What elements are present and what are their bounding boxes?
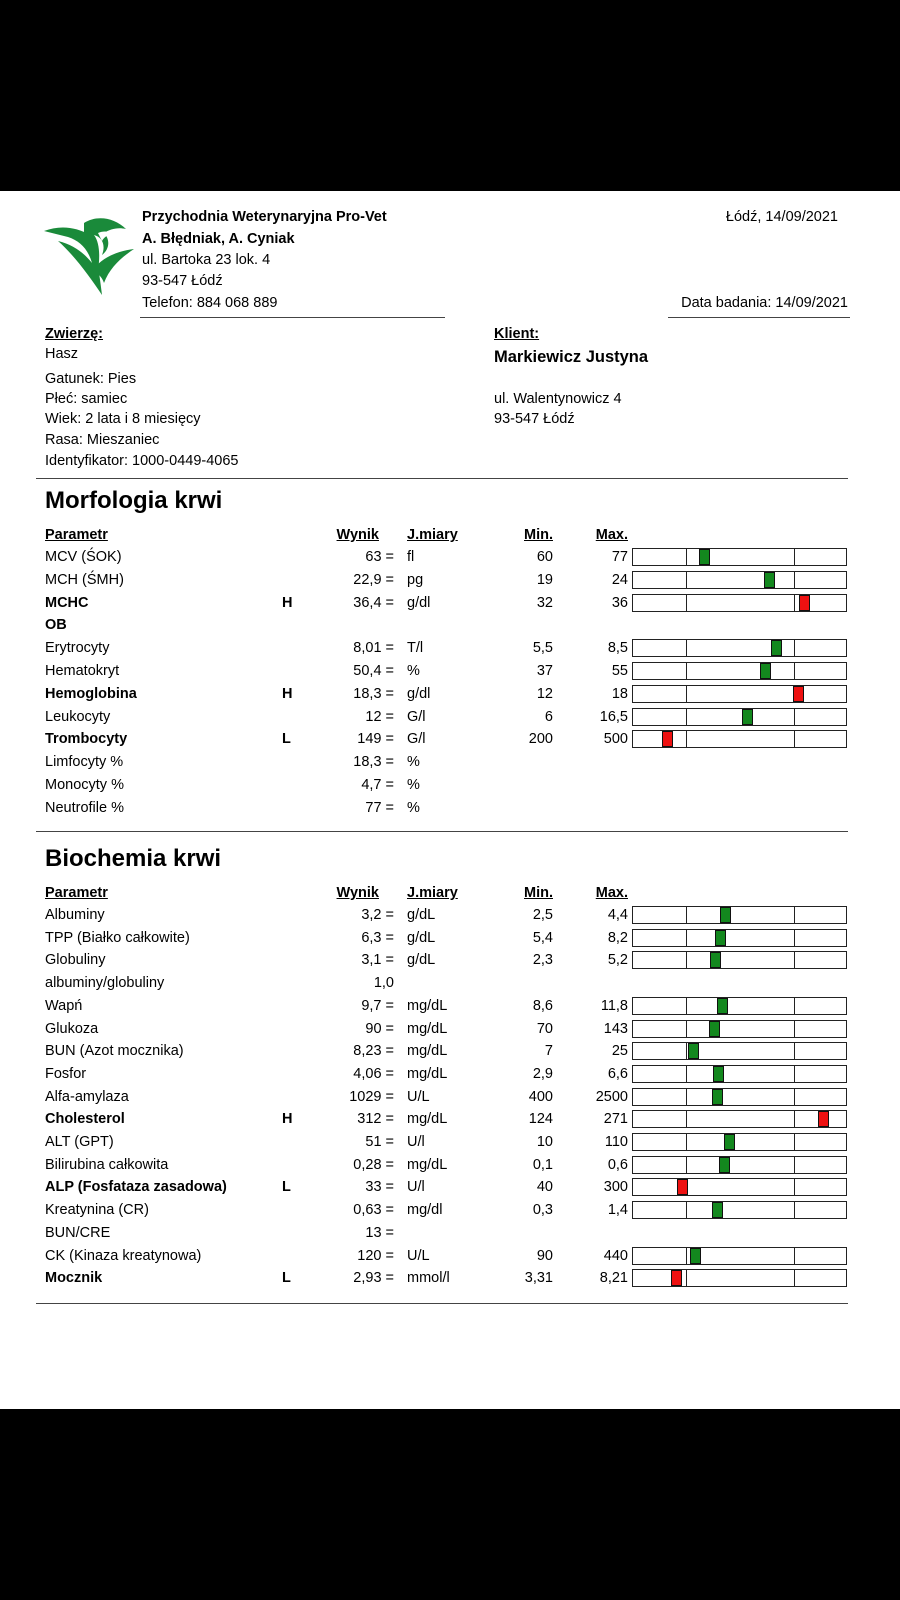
table-row (0, 570, 900, 592)
range-boundary (794, 952, 795, 968)
clinic-name: Przychodnia Weterynaryjna Pro-Vet (142, 209, 387, 225)
param-min: 2,5 (532, 907, 553, 923)
param-unit: fl (407, 549, 415, 565)
param-flag: H (282, 594, 293, 611)
clinic-doctors: A. Błędniak, A. Cyniak (142, 231, 295, 247)
param-flag: L (282, 731, 291, 748)
param-name: MCH (ŚMH) (45, 571, 124, 588)
table-row (0, 905, 900, 927)
range-boundary (794, 1089, 795, 1105)
param-min: 70 (536, 1020, 553, 1037)
range-boundary (794, 1270, 795, 1286)
param-unit: U/L (407, 1088, 430, 1105)
param-min: 5,5 (532, 640, 553, 657)
range-boundary (686, 1111, 687, 1127)
normal-marker (699, 549, 710, 565)
range-boundary (794, 549, 795, 565)
table-row (0, 707, 900, 729)
range-boundary (686, 1157, 687, 1173)
param-name: Glukoza (45, 1020, 99, 1037)
animal-id: Identyfikator: 1000-0449-4065 (45, 453, 239, 469)
param-unit: % (407, 777, 420, 793)
param-unit: mg/dL (407, 1156, 448, 1173)
param-name: Mocznik (45, 1270, 103, 1287)
range-bar (632, 1156, 847, 1174)
param-min: 0,3 (532, 1202, 553, 1219)
range-boundary (686, 709, 687, 725)
normal-marker (720, 907, 731, 923)
param-name: ALP (Fosfataza zasadowa) (45, 1179, 227, 1196)
range-boundary (686, 1270, 687, 1286)
normal-marker (712, 1202, 723, 1218)
table-header (0, 525, 900, 547)
param-result: 50,4 = (353, 663, 394, 679)
param-unit: pg (407, 571, 424, 588)
animal-heading: Zwierzę: (45, 326, 104, 342)
column-header: Max. (595, 885, 628, 901)
param-name: Monocyty % (45, 777, 124, 793)
param-max: 24 (611, 571, 628, 588)
range-bar (632, 639, 847, 657)
param-max: 11,8 (600, 997, 628, 1014)
param-min: 12 (536, 685, 553, 702)
param-result: 33 = (365, 1179, 394, 1196)
param-max: 55 (611, 663, 628, 679)
range-boundary (794, 640, 795, 656)
animal-sex: Płeć: samiec (45, 391, 128, 407)
animal-age: Wiek: 2 lata i 8 miesięcy (45, 411, 201, 427)
param-min: 2,9 (532, 1065, 553, 1082)
range-boundary (794, 572, 795, 588)
range-boundary (794, 1043, 795, 1059)
param-max: 1,4 (607, 1202, 628, 1219)
range-bar (632, 929, 847, 947)
range-boundary (794, 595, 795, 611)
param-result: 3,1 = (361, 952, 394, 969)
normal-marker (710, 952, 721, 968)
param-name: Globuliny (45, 952, 106, 969)
param-unit: mg/dL (407, 997, 448, 1014)
param-min: 10 (536, 1134, 553, 1150)
param-flag: H (282, 1111, 293, 1128)
table-row (0, 973, 900, 995)
range-boundary (686, 572, 687, 588)
param-name: Neutrofile % (45, 799, 124, 816)
param-result: 90 = (365, 1020, 394, 1037)
range-boundary (686, 1202, 687, 1218)
param-name: BUN (Azot mocznika) (45, 1043, 184, 1060)
info-divider (36, 478, 848, 479)
param-flag: L (282, 1270, 291, 1287)
param-unit: G/l (407, 708, 426, 725)
param-unit: g/dl (407, 685, 431, 702)
range-bar (632, 997, 847, 1015)
param-min: 200 (528, 731, 553, 748)
range-bar (632, 730, 847, 748)
table-row (0, 661, 900, 683)
param-unit: g/dL (407, 907, 436, 923)
animal-breed: Rasa: Mieszaniec (45, 432, 160, 448)
range-bar (632, 708, 847, 726)
table-row (0, 752, 900, 774)
param-result: 8,01 = (353, 640, 394, 657)
param-result: 77 = (365, 799, 394, 816)
param-max: 4,4 (607, 907, 628, 923)
range-boundary (794, 998, 795, 1014)
param-name: MCHC (45, 594, 89, 611)
param-max: 143 (603, 1020, 628, 1037)
client-heading: Klient: (494, 326, 540, 342)
param-max: 271 (603, 1111, 628, 1128)
range-boundary (794, 1111, 795, 1127)
param-max: 6,6 (607, 1065, 628, 1082)
table-row (0, 638, 900, 660)
range-bar (632, 594, 847, 612)
abnormal-marker (818, 1111, 829, 1127)
range-boundary (686, 549, 687, 565)
range-boundary (794, 1066, 795, 1082)
range-bar (632, 906, 847, 924)
param-result: 36,4 = (353, 594, 394, 611)
table-row (0, 996, 900, 1018)
param-min: 3,31 (524, 1270, 553, 1287)
param-result: 18,3 = (353, 685, 394, 702)
range-boundary (794, 1202, 795, 1218)
range-bar (632, 1269, 847, 1287)
param-result: 2,93 = (353, 1270, 394, 1287)
param-max: 0,6 (607, 1156, 628, 1173)
param-min: 19 (536, 571, 553, 588)
table-row (0, 729, 900, 751)
normal-marker (742, 709, 753, 725)
param-unit: U/L (407, 1247, 430, 1264)
param-max: 8,5 (607, 640, 628, 657)
table-row (0, 1200, 900, 1222)
table-row (0, 547, 900, 569)
client-city: 93-547 Łódź (494, 411, 575, 427)
param-name: Hematokryt (45, 663, 120, 679)
table-row (0, 1109, 900, 1131)
param-max: 500 (603, 731, 628, 748)
param-name: Cholesterol (45, 1111, 125, 1128)
table-row (0, 1132, 900, 1154)
param-result: 3,2 = (361, 907, 394, 923)
param-result: 22,9 = (353, 571, 394, 588)
param-unit: mg/dL (407, 1111, 448, 1128)
param-name: Hemoglobina (45, 685, 137, 702)
param-unit: mg/dl (407, 1202, 443, 1219)
biochemia-title: Biochemia krwi (45, 845, 222, 872)
table-header (0, 883, 900, 905)
column-header: Parametr (45, 527, 108, 543)
param-name: Limfocyty % (45, 754, 124, 771)
param-name: Leukocyty (45, 708, 111, 725)
abnormal-marker (677, 1179, 688, 1195)
column-header: Wynik (336, 885, 379, 901)
client-street: ul. Walentynowicz 4 (494, 391, 622, 407)
param-unit: U/l (407, 1134, 425, 1150)
column-header: J.miary (407, 885, 458, 901)
column-header: Wynik (336, 527, 379, 543)
exam-date: Data badania: 14/09/2021 (681, 295, 848, 311)
range-bar (632, 685, 847, 703)
range-bar (632, 1201, 847, 1219)
param-min: 5,4 (532, 929, 553, 946)
range-bar (632, 548, 847, 566)
range-boundary (686, 731, 687, 747)
param-max: 110 (604, 1134, 628, 1150)
range-boundary (794, 663, 795, 679)
param-name: Trombocyty (45, 731, 128, 748)
range-boundary (794, 1134, 795, 1150)
param-result: 4,7 = (361, 777, 394, 793)
table-row (0, 950, 900, 972)
normal-marker (724, 1134, 735, 1150)
param-name: Albuminy (45, 907, 105, 923)
param-max: 16,5 (599, 708, 628, 725)
table-row (0, 1064, 900, 1086)
param-unit: mmol/l (407, 1270, 450, 1287)
range-boundary (794, 1021, 795, 1037)
table-row (0, 798, 900, 820)
param-min: 90 (536, 1247, 553, 1264)
range-boundary (686, 1134, 687, 1150)
range-boundary (686, 907, 687, 923)
param-min: 400 (528, 1088, 553, 1105)
normal-marker (688, 1043, 699, 1059)
range-boundary (794, 709, 795, 725)
report-page (0, 191, 900, 1409)
param-name: Erytrocyty (45, 640, 110, 657)
abnormal-marker (799, 595, 810, 611)
range-boundary (794, 1248, 795, 1264)
table-row (0, 928, 900, 950)
range-boundary (794, 1179, 795, 1195)
param-result: 0,28 = (353, 1156, 394, 1173)
table-row (0, 1223, 900, 1245)
param-result: 8,23 = (353, 1043, 394, 1060)
param-min: 6 (544, 708, 553, 725)
column-header: Parametr (45, 885, 108, 901)
param-name: BUN/CRE (45, 1224, 111, 1241)
param-name: Alfa-amylaza (45, 1088, 129, 1105)
column-header: Min. (524, 527, 553, 543)
column-header: Min. (524, 885, 553, 901)
bottom-divider (36, 1303, 848, 1304)
animal-species: Gatunek: Pies (45, 371, 137, 387)
column-header: Max. (595, 527, 628, 543)
range-bar (632, 1133, 847, 1151)
param-max: 36 (611, 594, 628, 611)
range-bar (632, 1065, 847, 1083)
param-result: 120 = (357, 1247, 394, 1264)
param-max: 440 (603, 1247, 628, 1264)
range-boundary (686, 686, 687, 702)
param-result: 63 = (365, 549, 394, 565)
clinic-city: 93-547 Łódź (142, 273, 223, 289)
range-boundary (794, 930, 795, 946)
param-unit: G/l (407, 731, 426, 748)
param-unit: g/dL (407, 929, 436, 946)
abnormal-marker (662, 731, 673, 747)
animal-name: Hasz (45, 346, 79, 362)
param-min: 7 (544, 1043, 553, 1060)
param-min: 0,1 (532, 1156, 553, 1173)
param-max: 2500 (595, 1088, 628, 1105)
param-max: 5,2 (607, 952, 628, 969)
param-result: 1,0 (373, 975, 394, 992)
normal-marker (715, 930, 726, 946)
clinic-logo-icon (40, 215, 140, 303)
param-unit: % (407, 799, 420, 816)
range-boundary (686, 930, 687, 946)
normal-marker (713, 1066, 724, 1082)
param-name: Bilirubina całkowita (45, 1156, 169, 1173)
param-max: 25 (611, 1043, 628, 1060)
normal-marker (760, 663, 771, 679)
param-result: 6,3 = (361, 929, 394, 946)
normal-marker (712, 1089, 723, 1105)
param-name: ALT (GPT) (45, 1134, 114, 1150)
range-bar (632, 1088, 847, 1106)
range-boundary (794, 907, 795, 923)
range-bar (632, 662, 847, 680)
table-row (0, 1019, 900, 1041)
param-flag: H (282, 685, 293, 702)
param-min: 2,3 (532, 952, 553, 969)
table-row (0, 615, 900, 637)
param-result: 18,3 = (353, 754, 394, 771)
param-unit: % (407, 663, 420, 679)
normal-marker (719, 1157, 730, 1173)
range-boundary (686, 1248, 687, 1264)
table-row (0, 1268, 900, 1290)
normal-marker (717, 998, 728, 1014)
param-result: 149 = (357, 731, 394, 748)
table-row (0, 593, 900, 615)
range-bar (632, 951, 847, 969)
header-divider-right (668, 317, 850, 318)
param-unit: % (407, 754, 420, 771)
table-row (0, 775, 900, 797)
place-date: Łódź, 14/09/2021 (725, 209, 838, 225)
range-boundary (686, 998, 687, 1014)
param-max: 18 (611, 685, 628, 702)
section-divider (36, 831, 848, 832)
param-name: MCV (ŚOK) (45, 549, 122, 565)
param-min: 37 (536, 663, 553, 679)
param-name: Wapń (45, 997, 83, 1014)
param-result: 4,06 = (353, 1065, 394, 1082)
range-boundary (686, 663, 687, 679)
param-unit: g/dL (407, 952, 436, 969)
param-result: 1029 = (349, 1088, 394, 1105)
param-min: 8,6 (532, 997, 553, 1014)
param-result: 51 = (365, 1134, 394, 1150)
table-row (0, 1155, 900, 1177)
param-max: 300 (603, 1179, 628, 1196)
range-bar (632, 1247, 847, 1265)
param-max: 77 (611, 549, 628, 565)
header-divider-left (140, 317, 445, 318)
table-row (0, 1041, 900, 1063)
param-result: 0,63 = (353, 1202, 394, 1219)
table-row (0, 684, 900, 706)
param-name: CK (Kinaza kreatynowa) (45, 1247, 202, 1264)
clinic-phone: Telefon: 884 068 889 (142, 295, 278, 311)
param-name: Fosfor (45, 1065, 87, 1082)
param-max: 8,2 (607, 929, 628, 946)
param-min: 40 (536, 1179, 553, 1196)
range-boundary (686, 1089, 687, 1105)
param-min: 32 (536, 594, 553, 611)
range-boundary (686, 952, 687, 968)
abnormal-marker (793, 686, 804, 702)
param-result: 12 = (365, 708, 394, 725)
param-unit: g/dl (407, 594, 431, 611)
param-min: 60 (536, 549, 553, 565)
param-max: 8,21 (599, 1270, 628, 1287)
table-row (0, 1177, 900, 1199)
normal-marker (690, 1248, 701, 1264)
param-name: OB (45, 617, 67, 634)
param-result: 9,7 = (361, 997, 394, 1014)
param-unit: mg/dL (407, 1020, 448, 1037)
table-row (0, 1087, 900, 1109)
range-bar (632, 1110, 847, 1128)
normal-marker (764, 572, 775, 588)
param-min: 124 (528, 1111, 553, 1128)
range-boundary (794, 731, 795, 747)
param-result: 13 = (365, 1224, 394, 1241)
param-flag: L (282, 1179, 291, 1196)
range-bar (632, 1042, 847, 1060)
range-boundary (686, 1021, 687, 1037)
param-name: TPP (Białko całkowite) (45, 929, 190, 946)
range-boundary (686, 595, 687, 611)
table-row (0, 1246, 900, 1268)
clinic-street: ul. Bartoka 23 lok. 4 (142, 252, 271, 268)
range-bar (632, 1020, 847, 1038)
param-name: albuminy/globuliny (45, 975, 165, 992)
param-name: Kreatynina (CR) (45, 1202, 149, 1219)
column-header: J.miary (407, 527, 458, 543)
abnormal-marker (671, 1270, 682, 1286)
param-unit: T/l (407, 640, 424, 657)
range-boundary (686, 1066, 687, 1082)
range-boundary (794, 1157, 795, 1173)
client-name: Markiewicz Justyna (494, 348, 649, 366)
normal-marker (771, 640, 782, 656)
param-result: 312 = (357, 1111, 394, 1128)
range-bar (632, 1178, 847, 1196)
param-unit: mg/dL (407, 1043, 448, 1060)
range-boundary (686, 640, 687, 656)
param-unit: U/l (407, 1179, 425, 1196)
param-unit: mg/dL (407, 1065, 448, 1082)
morfologia-title: Morfologia krwi (45, 487, 223, 514)
normal-marker (709, 1021, 720, 1037)
range-bar (632, 571, 847, 589)
